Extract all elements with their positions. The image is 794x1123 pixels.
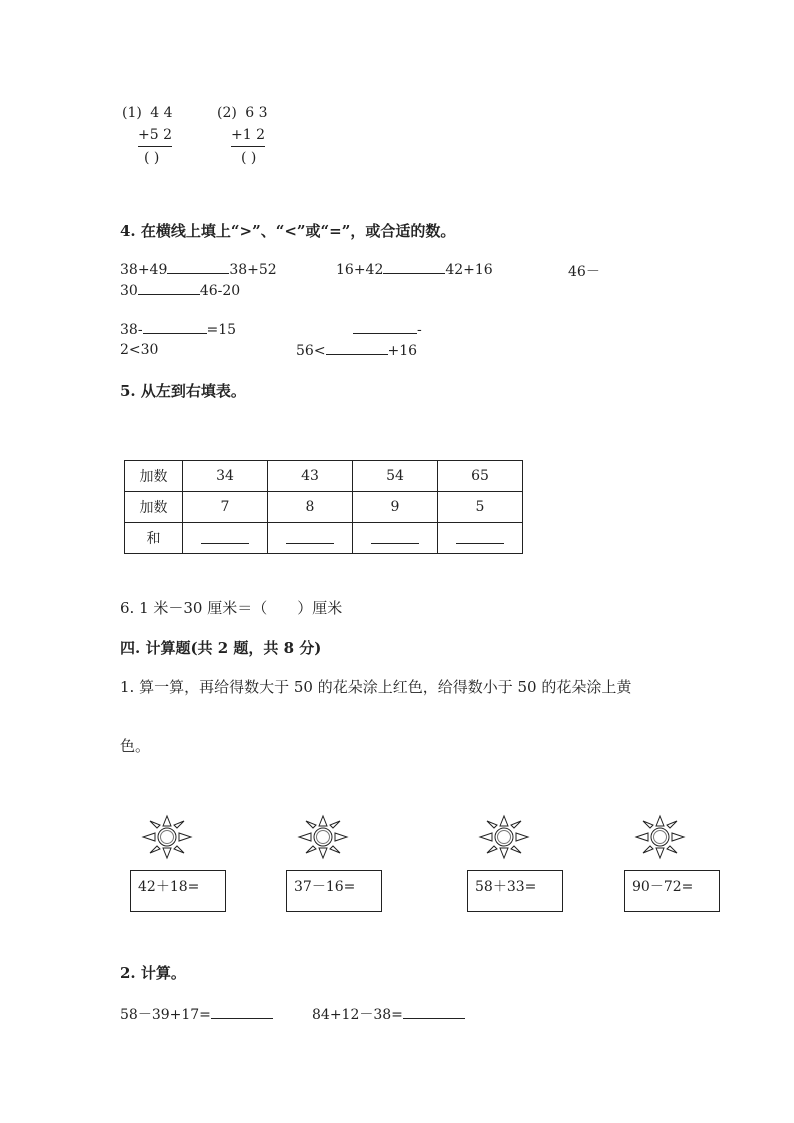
problem-label: (2) <box>217 105 237 121</box>
expression: 58－39+17= <box>120 1007 211 1023</box>
expression-box: 90－72= <box>624 870 720 912</box>
answer-blank[interactable] <box>403 1006 465 1019</box>
expression-box: 42＋18= <box>130 870 226 912</box>
expression-box: 58＋33= <box>467 870 563 912</box>
table-row <box>125 523 523 554</box>
table-cell: 5 <box>438 492 523 523</box>
expr-left: 30 <box>120 283 138 299</box>
answer-cell[interactable] <box>438 523 523 554</box>
s4q1-text-line1: 1. 算一算，再给得数大于 50 的花朵涂上红色，给得数小于 50 的花朵涂上黄 <box>120 678 632 696</box>
expression: 84+12－38= <box>312 1007 403 1023</box>
answer-line <box>456 529 504 544</box>
calc-expression-2 <box>312 1004 465 1024</box>
addition-table <box>124 460 523 554</box>
answer-blank[interactable] <box>211 1006 273 1019</box>
expr-right: 38+52 <box>229 262 277 278</box>
row-header: 加数 <box>125 461 183 492</box>
bottom-number: +1 2 <box>231 127 265 143</box>
sun-flower-icon[interactable] <box>141 814 193 860</box>
q4-fill-1 <box>120 321 236 338</box>
bottom-number: +5 2 <box>138 127 172 143</box>
q4-title: 4. 在横线上填上“>”、“<”或“=”，或合适的数。 <box>120 222 456 240</box>
table-cell: 7 <box>183 492 268 523</box>
s4q2-title: 2. 计算。 <box>120 964 186 982</box>
expr-right: =15 <box>206 322 237 338</box>
q4-compare-2 <box>336 261 493 278</box>
answer-line <box>286 529 334 544</box>
row-header: 加数 <box>125 492 183 523</box>
answer-cell[interactable] <box>268 523 353 554</box>
answer-blank[interactable] <box>167 261 229 274</box>
answer-blank[interactable] <box>353 321 417 334</box>
expr-left: 38+49 <box>120 262 168 278</box>
table-row <box>125 492 523 523</box>
q4-fill-3 <box>296 342 417 359</box>
vertical-problem-1 <box>122 102 173 169</box>
table-cell: 54 <box>353 461 438 492</box>
table-cell: 43 <box>268 461 353 492</box>
sun-flower-icon[interactable] <box>478 814 530 860</box>
table-cell: 9 <box>353 492 438 523</box>
sun-flower-icon[interactable] <box>297 814 349 860</box>
vertical-problem-2 <box>217 102 268 169</box>
answer-blank[interactable] <box>138 282 200 295</box>
row-header: 和 <box>125 523 183 554</box>
q4-compare-3-end <box>120 282 240 299</box>
table-cell: 34 <box>183 461 268 492</box>
answer-cell[interactable] <box>183 523 268 554</box>
q4-fill-2-end: 2<30 <box>120 342 159 358</box>
calc-expression-1 <box>120 1004 273 1024</box>
table-cell: 65 <box>438 461 523 492</box>
expr-right: - <box>417 322 422 338</box>
answer-cell[interactable] <box>353 523 438 554</box>
q4-fill-2-start <box>353 321 422 338</box>
expr-left: 38- <box>120 322 143 338</box>
answer-blank[interactable] <box>383 261 445 274</box>
answer-blank[interactable] <box>326 342 388 355</box>
answer-parens[interactable]: ( ) <box>241 150 257 166</box>
top-number: 4 4 <box>150 105 173 121</box>
answer-blank[interactable] <box>143 321 207 334</box>
problem-label: (1) <box>122 105 142 121</box>
q4-compare-1 <box>120 261 277 278</box>
expr-left: 16+42 <box>336 262 384 278</box>
expr-right: 46-20 <box>199 283 241 299</box>
table-row <box>125 461 523 492</box>
table-cell: 8 <box>268 492 353 523</box>
top-number: 6 3 <box>245 105 268 121</box>
s4q1-text-line2: 色。 <box>120 737 151 755</box>
q5-title: 5. 从左到右填表。 <box>120 382 246 400</box>
expr-left: 56< <box>296 343 326 359</box>
answer-parens[interactable]: ( ) <box>144 150 160 166</box>
q4-compare-3-start: 46－ <box>568 264 600 280</box>
sun-flower-icon[interactable] <box>634 814 686 860</box>
expr-right: +16 <box>387 343 418 359</box>
expression-box: 37－16= <box>286 870 382 912</box>
answer-line <box>201 529 249 544</box>
answer-line <box>371 529 419 544</box>
q6-text: 6. 1 米－30 厘米＝（ ）厘米 <box>120 599 343 617</box>
expr-right: 42+16 <box>445 262 493 278</box>
section4-title: 四. 计算题(共 2 题，共 8 分) <box>120 639 322 657</box>
